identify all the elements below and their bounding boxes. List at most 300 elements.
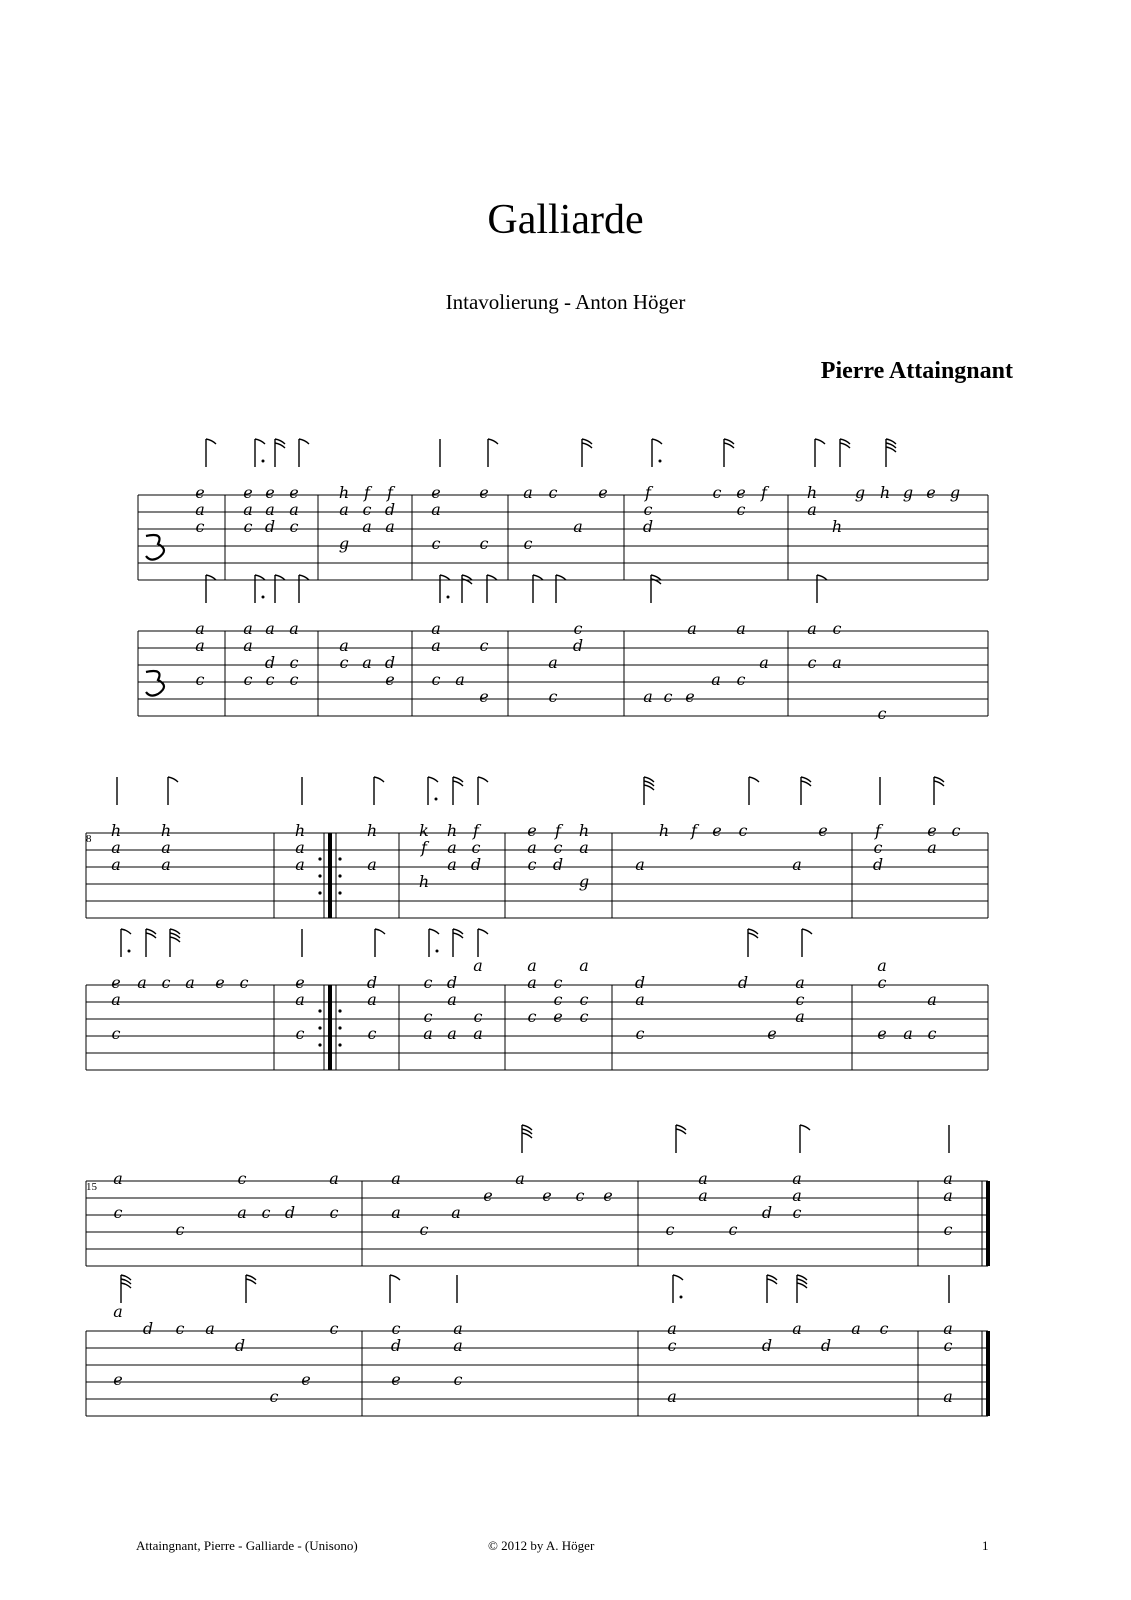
tab-letter: a (687, 619, 697, 638)
tab-letter: a (243, 500, 253, 519)
rhythm-flag (840, 443, 850, 448)
tab-letter: a (643, 687, 653, 706)
tab-letter: k (419, 821, 429, 840)
tab-letter: a (265, 619, 275, 638)
tab-letter: e (736, 483, 746, 502)
tab-letter: a (792, 1319, 802, 1338)
tab-letter: a (453, 1319, 463, 1338)
tab-letter: a (851, 1319, 861, 1338)
rhythm-flag (556, 575, 566, 580)
rhythm-flag (170, 937, 180, 942)
tab-letter: c (832, 619, 842, 638)
tab-letter: a (447, 990, 457, 1009)
tab-letter: g (949, 483, 961, 502)
tab-letter: c (175, 1220, 185, 1239)
tab-letter: h (831, 517, 843, 536)
rhythm-dot (262, 596, 265, 599)
tab-letter: a (265, 500, 275, 519)
tab-letter: c (237, 1169, 247, 1188)
tab-letter: a (243, 619, 253, 638)
tab-letter: c (795, 990, 805, 1009)
rhythm-flag (255, 575, 265, 580)
tab-letter: e (685, 687, 695, 706)
tab-letter: a (523, 483, 533, 502)
tab-letter: e (877, 1024, 887, 1043)
tab-letter: a (111, 990, 121, 1009)
rhythm-flag (724, 443, 734, 448)
tab-letter: a (807, 500, 817, 519)
tab-letter: c (573, 619, 583, 638)
tab-letter: e (289, 483, 299, 502)
rhythm-flag (275, 443, 285, 448)
tab-letter: h (110, 821, 122, 840)
tab-letter: e (767, 1024, 777, 1043)
tab-letter: a (548, 653, 558, 672)
tab-letter: e (243, 483, 253, 502)
tab-letter: f (473, 821, 479, 840)
repeat-dot (318, 874, 321, 877)
rhythm-flag (817, 575, 827, 580)
tab-letter: a (295, 855, 305, 874)
tab-letter: a (339, 500, 349, 519)
rhythm-dot (447, 596, 450, 599)
tab-letter: a (698, 1169, 708, 1188)
tab-letter: g (902, 483, 914, 502)
rhythm-flag (533, 575, 543, 580)
tab-letter: d (642, 517, 654, 536)
tab-letter: a (792, 1169, 802, 1188)
rhythm-dot (128, 950, 131, 953)
repeat-dot (338, 891, 341, 894)
tab-letter: c (527, 1007, 537, 1026)
tab-letter: e (598, 483, 608, 502)
rhythm-flag (644, 785, 654, 790)
rhythm-flag (453, 781, 463, 786)
tab-letter: c (736, 670, 746, 689)
tab-letter: e (431, 483, 441, 502)
tab-letter: c (553, 973, 563, 992)
tab-letter: a (289, 619, 299, 638)
rhythm-dot (680, 1296, 683, 1299)
tab-letter: c (289, 653, 299, 672)
tab-letter: c (239, 973, 249, 992)
tab-letter: c (295, 1024, 305, 1043)
tab-letter: a (391, 1203, 401, 1222)
tab-letter: a (667, 1319, 677, 1338)
tab-letter: c (431, 534, 441, 553)
tab-letter: a (792, 1186, 802, 1205)
tab-letter: c (667, 1336, 677, 1355)
tab-letter: a (451, 1203, 461, 1222)
tab-letter: c (712, 483, 722, 502)
tab-letter: c (548, 687, 558, 706)
tab-letter: a (795, 1007, 805, 1026)
tab-letter: a (289, 500, 299, 519)
tab-letter: c (523, 534, 533, 553)
tab-letter: a (792, 855, 802, 874)
rhythm-flag (121, 1283, 131, 1288)
tab-letter: c (665, 1220, 675, 1239)
time-signature-three (146, 671, 164, 696)
tab-letter: f (761, 483, 767, 502)
rhythm-dot (435, 798, 438, 801)
tab-letter: c (111, 1024, 121, 1043)
rhythm-flag (375, 929, 385, 934)
tab-letter: a (447, 1024, 457, 1043)
tab-letter: a (161, 838, 171, 857)
tab-letter: a (698, 1186, 708, 1205)
tab-letter: c (943, 1336, 953, 1355)
rhythm-flag (275, 575, 285, 580)
tab-letter: c (527, 855, 537, 874)
tab-letter: a (391, 1169, 401, 1188)
tab-letter: a (527, 956, 537, 975)
tab-letter: a (237, 1203, 247, 1222)
tab-letter: c (423, 1007, 433, 1026)
rhythm-flag (767, 1279, 777, 1284)
rhythm-flag (934, 781, 944, 786)
tab-letter: h (806, 483, 818, 502)
footer-copyright: © 2012 by A. Höger (488, 1538, 595, 1553)
tab-letter: c (391, 1319, 401, 1338)
rhythm-flag (429, 929, 439, 934)
tab-letter: d (264, 517, 276, 536)
tab-letter: a (362, 653, 372, 672)
tab-letter: c (423, 973, 433, 992)
tab-letter: d (761, 1203, 773, 1222)
tab-letter: e (542, 1186, 552, 1205)
tab-letter: d (142, 1319, 154, 1338)
rhythm-flag (168, 777, 178, 782)
tab-letter: a (367, 990, 377, 1009)
tab-letter: a (473, 956, 483, 975)
tab-letter: a (423, 1024, 433, 1043)
tab-letter: h (294, 821, 306, 840)
tab-letter: a (447, 838, 457, 857)
tab-letter: c (548, 483, 558, 502)
tab-letter: e (479, 687, 489, 706)
tab-letter: c (161, 973, 171, 992)
tab-letter: a (137, 973, 147, 992)
tab-letter: c (175, 1319, 185, 1338)
tab-letter: c (329, 1203, 339, 1222)
tab-letter: a (579, 838, 589, 857)
tab-letter: d (446, 973, 458, 992)
tab-letter: a (667, 1387, 677, 1406)
tab-letter: f (645, 483, 651, 502)
tab-letter: a (943, 1186, 953, 1205)
tab-letter: c (879, 1319, 889, 1338)
tab-letter: c (736, 500, 746, 519)
tab-letter: a (579, 956, 589, 975)
tab-letter: d (384, 500, 396, 519)
tab-letter: c (289, 517, 299, 536)
tab-letter: a (431, 500, 441, 519)
measure-number: 8 (86, 833, 92, 845)
repeat-dot (338, 857, 341, 860)
tab-letter: c (243, 517, 253, 536)
tab-letter: h (578, 821, 590, 840)
rhythm-flag (255, 439, 265, 444)
rhythm-flag (488, 439, 498, 444)
tab-letter: c (329, 1319, 339, 1338)
tab-letter: c (195, 670, 205, 689)
tab-letter: a (243, 636, 253, 655)
rhythm-flag (374, 777, 384, 782)
tab-letter: a (903, 1024, 913, 1043)
tab-letter: a (877, 956, 887, 975)
tab-letter: a (736, 619, 746, 638)
rhythm-flag (582, 443, 592, 448)
tab-letter: a (113, 1169, 123, 1188)
tab-letter: a (295, 990, 305, 1009)
tab-letter: c (419, 1220, 429, 1239)
rhythm-flag (453, 933, 463, 938)
tab-letter: c (792, 1203, 802, 1222)
tab-letter: c (579, 990, 589, 1009)
rhythm-flag (522, 1133, 532, 1138)
tab-letter: a (185, 973, 195, 992)
tab-letter: a (431, 619, 441, 638)
tab-letter: e (301, 1370, 311, 1389)
tab-letter: a (635, 855, 645, 874)
tab-letter: c (877, 973, 887, 992)
tab-letter: c (738, 821, 748, 840)
tab-letter: c (575, 1186, 585, 1205)
tab-letter: c (943, 1220, 953, 1239)
rhythm-dot (659, 460, 662, 463)
tab-letter: d (234, 1336, 246, 1355)
tab-letter: d (761, 1336, 773, 1355)
rhythm-flag (748, 933, 758, 938)
tab-letter: e (111, 973, 121, 992)
tab-letter: d (820, 1336, 832, 1355)
rhythm-flag (390, 1275, 400, 1280)
tab-letter: c (473, 1007, 483, 1026)
tab-letter: c (873, 838, 883, 857)
tab-letter: c (289, 670, 299, 689)
tab-letter: a (927, 838, 937, 857)
tab-letter: d (552, 855, 564, 874)
rhythm-flag (749, 777, 759, 782)
tab-letter: c (807, 653, 817, 672)
tab-letter: a (195, 500, 205, 519)
tab-letter: a (807, 619, 817, 638)
tab-letter: a (943, 1319, 953, 1338)
tab-letter: e (818, 821, 828, 840)
tab-letter: a (832, 653, 842, 672)
tab-letter: h (418, 872, 430, 891)
tab-letter: c (471, 838, 481, 857)
tab-letter: c (243, 670, 253, 689)
rhythm-flag (487, 575, 497, 580)
tab-letter: e (195, 483, 205, 502)
tab-letter: c (927, 1024, 937, 1043)
tab-letter: a (367, 855, 377, 874)
tab-letter: c (195, 517, 205, 536)
tab-letter: c (367, 1024, 377, 1043)
tab-letter: c (362, 500, 372, 519)
tab-letter: e (927, 821, 937, 840)
tab-letter: e (553, 1007, 563, 1026)
rhythm-flag (800, 1125, 810, 1130)
rhythm-flag (478, 777, 488, 782)
tab-letter: c (951, 821, 961, 840)
repeat-dot (338, 1009, 341, 1012)
rhythm-flag (886, 447, 896, 452)
tab-letter: c (265, 670, 275, 689)
tab-letter: a (111, 838, 121, 857)
tab-letter: a (362, 517, 372, 536)
tab-letter: e (603, 1186, 613, 1205)
tab-letter: e (385, 670, 395, 689)
rhythm-flag (802, 929, 812, 934)
tab-letter: g (578, 872, 590, 891)
measure-number: 15 (86, 1181, 97, 1193)
repeat-dot (318, 891, 321, 894)
tab-letter: d (634, 973, 646, 992)
tab-letter: g (854, 483, 866, 502)
rhythm-dot (262, 460, 265, 463)
tab-letter: a (329, 1169, 339, 1188)
tab-letter: a (205, 1319, 215, 1338)
tab-letter: c (877, 704, 887, 723)
composer-name: Pierre Attaingnant (820, 358, 1013, 384)
rhythm-flag (246, 1279, 256, 1284)
rhythm-flag (428, 777, 438, 782)
tab-letter: a (711, 670, 721, 689)
rhythm-flag (797, 1283, 807, 1288)
time-signature-three (146, 535, 164, 560)
rhythm-flag (299, 575, 309, 580)
tab-letter: a (195, 636, 205, 655)
tab-letter: c (643, 500, 653, 519)
tab-letter: d (366, 973, 378, 992)
tab-letter: f (555, 821, 561, 840)
footer-page-number: 1 (982, 1538, 989, 1553)
tab-letter: f (691, 821, 697, 840)
tab-letter: h (338, 483, 350, 502)
tab-letter: c (269, 1387, 279, 1406)
repeat-dot (338, 1026, 341, 1029)
repeat-dot (338, 874, 341, 877)
repeat-dot (318, 1026, 321, 1029)
page-title: Galliarde (487, 197, 644, 243)
tab-letter: c (113, 1203, 123, 1222)
rhythm-flag (299, 439, 309, 444)
tab-letter: a (161, 855, 171, 874)
repeat-dot (338, 1043, 341, 1046)
tab-letter: a (943, 1387, 953, 1406)
tab-letter: a (453, 1336, 463, 1355)
tab-letter: a (527, 973, 537, 992)
rhythm-flag (146, 933, 156, 938)
rhythm-flag (440, 575, 450, 580)
tab-letter: f (875, 821, 881, 840)
tab-letter: h (879, 483, 891, 502)
footer-piece-info: Attaingnant, Pierre - Galliarde - (Unisono) (136, 1538, 358, 1553)
rhythm-flag (673, 1275, 683, 1280)
rhythm-flag (206, 575, 216, 580)
tab-letter: a (927, 990, 937, 1009)
rhythm-flag (652, 439, 662, 444)
tab-letter: a (759, 653, 769, 672)
tab-letter: a (527, 838, 537, 857)
tab-letter: c (728, 1220, 738, 1239)
tab-letter: e (926, 483, 936, 502)
tab-letter: a (635, 990, 645, 1009)
rhythm-flag (478, 929, 488, 934)
tab-letter: c (579, 1007, 589, 1026)
tab-letter: a (385, 517, 395, 536)
tab-letter: h (160, 821, 172, 840)
rhythm-flag (121, 929, 131, 934)
tab-letter: e (483, 1186, 493, 1205)
tab-letter: e (113, 1370, 123, 1389)
tab-letter: h (658, 821, 670, 840)
tab-letter: d (470, 855, 482, 874)
tab-letter: f (364, 483, 370, 502)
tab-letter: a (573, 517, 583, 536)
tab-letter: c (553, 838, 563, 857)
tab-letter: a (339, 636, 349, 655)
tab-letter: e (265, 483, 275, 502)
tab-letter: d (572, 636, 584, 655)
tab-letter: g (338, 534, 350, 553)
tab-letter: d (390, 1336, 402, 1355)
tab-letter: e (215, 973, 225, 992)
tab-letter: a (431, 636, 441, 655)
tab-letter: a (515, 1169, 525, 1188)
arranger-credit: Intavolierung - Anton Höger (445, 290, 686, 314)
tab-letter: a (447, 855, 457, 874)
tab-letter: a (473, 1024, 483, 1043)
rhythm-flag (801, 781, 811, 786)
tab-letter: e (712, 821, 722, 840)
tab-letter: c (479, 636, 489, 655)
tab-letter: c (453, 1370, 463, 1389)
tab-letter: d (264, 653, 276, 672)
tab-letter: h (446, 821, 458, 840)
rhythm-flag (815, 439, 825, 444)
tab-letter: e (295, 973, 305, 992)
tab-letter: d (737, 973, 749, 992)
tab-letter: e (391, 1370, 401, 1389)
tab-letter: f (387, 483, 393, 502)
tab-letter: c (553, 990, 563, 1009)
tab-letter: a (795, 973, 805, 992)
tab-letter: c (663, 687, 673, 706)
tab-letter: a (295, 838, 305, 857)
rhythm-flag (206, 439, 216, 444)
tab-letter: h (366, 821, 378, 840)
tab-letter: d (872, 855, 884, 874)
tab-letter: e (527, 821, 537, 840)
tab-letter: c (261, 1203, 271, 1222)
tab-letter: d (284, 1203, 296, 1222)
tab-letter: e (479, 483, 489, 502)
tab-letter: a (943, 1169, 953, 1188)
repeat-dot (318, 857, 321, 860)
tab-letter: c (339, 653, 349, 672)
tab-letter: a (111, 855, 121, 874)
rhythm-flag (676, 1129, 686, 1134)
tab-letter: c (431, 670, 441, 689)
tab-letter: a (113, 1302, 123, 1321)
rhythm-dot (436, 950, 439, 953)
repeat-dot (318, 1009, 321, 1012)
tab-letter: a (195, 619, 205, 638)
